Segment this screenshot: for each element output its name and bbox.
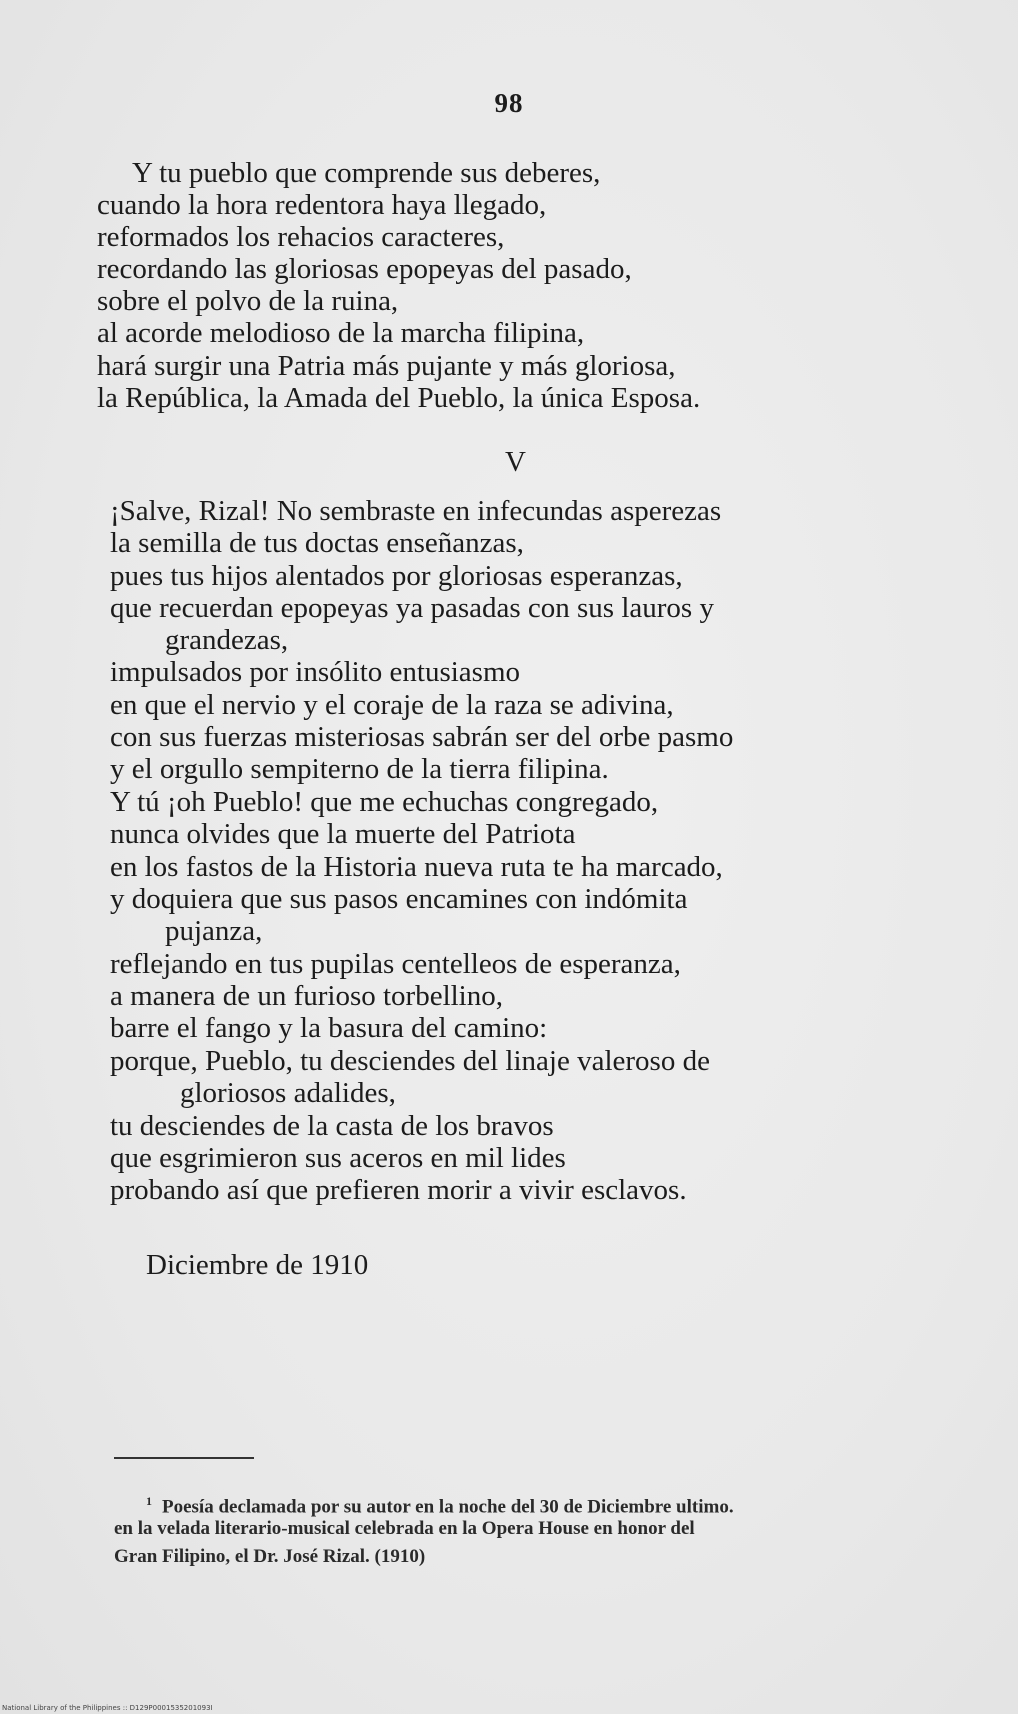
verse-line: hará surgir una Patria más pujante y más gloriosa, bbox=[97, 350, 676, 382]
footnote-line: Gran Filipino, el Dr. José Rizal. (1910) bbox=[114, 1546, 426, 1567]
verse-line: reformados los rehacios caracteres, bbox=[97, 221, 505, 253]
verse-line: Y tú ¡oh Pueblo! que me echuchas congregado, bbox=[110, 786, 659, 818]
verse-line: en los fastos de la Historia nueva ruta te ha marcado, bbox=[110, 851, 723, 883]
verse-line: y doquiera que sus pasos encamines con indómita bbox=[110, 883, 688, 915]
verse-line: sobre el polvo de la ruina, bbox=[97, 285, 399, 317]
verse-line: a manera de un furioso torbellino, bbox=[110, 980, 503, 1012]
page-number: 98 bbox=[494, 88, 524, 118]
verse-line: Y tu pueblo que comprende sus deberes, bbox=[132, 157, 601, 189]
library-stamp: National Library of the Philippines :: D129P0001535201093I bbox=[2, 1704, 213, 1712]
verse-line: recordando las gloriosas epopeyas del pasado, bbox=[97, 253, 632, 285]
verse-line: gloriosos adalides, bbox=[180, 1077, 396, 1109]
verse-line: ¡Salve, Rizal! No sembraste en infecundas asperezas bbox=[110, 495, 722, 527]
verse-line: porque, Pueblo, tu desciendes del linaje valeroso de bbox=[110, 1045, 710, 1077]
verse-line: pujanza, bbox=[165, 915, 263, 947]
verse-line: impulsados por insólito entusiasmo bbox=[110, 656, 521, 688]
verse-line: que esgrimieron sus aceros en mil lides bbox=[110, 1142, 566, 1174]
verse-line: grandezas, bbox=[165, 624, 289, 656]
verse-line: barre el fango y la basura del camino: bbox=[110, 1012, 548, 1044]
verse-line: la semilla de tus doctas enseñanzas, bbox=[110, 527, 524, 559]
footnote-rule bbox=[114, 1457, 254, 1459]
verse-line: nunca olvides que la muerte del Patriota bbox=[110, 818, 576, 850]
verse-line: la República, la Amada del Pueblo, la única Esposa. bbox=[97, 382, 701, 414]
verse-line: con sus fuerzas misteriosas sabrán ser del orbe pasmo bbox=[110, 721, 734, 753]
verse-line: en que el nervio y el coraje de la raza se adivina, bbox=[110, 689, 674, 721]
footnote-marker: 1 bbox=[146, 1494, 152, 1508]
verse-line: y el orgullo sempiterno de la tierra filipina. bbox=[110, 753, 609, 785]
footnote-text: Poesía declamada por su autor en la noche del 30 de Diciembre ultimo. bbox=[162, 1496, 734, 1518]
footnote-line: en la velada literario-musical celebrada en la Opera House en honor del bbox=[114, 1518, 695, 1539]
verse-line: reflejando en tus pupilas centelleos de esperanza, bbox=[110, 948, 681, 980]
verse-line: que recuerdan epopeyas ya pasadas con sus lauros y bbox=[110, 592, 714, 624]
verse-line: tu desciendes de la casta de los bravos bbox=[110, 1110, 554, 1142]
date-line: Diciembre de 1910 bbox=[146, 1249, 369, 1281]
section-number: V bbox=[505, 446, 526, 478]
verse-line: cuando la hora redentora haya llegado, bbox=[97, 189, 547, 221]
verse-line: probando así que prefieren morir a vivir esclavos. bbox=[110, 1174, 687, 1206]
verse-line: pues tus hijos alentados por gloriosas esperanzas, bbox=[110, 560, 683, 592]
verse-line: al acorde melodioso de la marcha filipina, bbox=[97, 317, 585, 349]
